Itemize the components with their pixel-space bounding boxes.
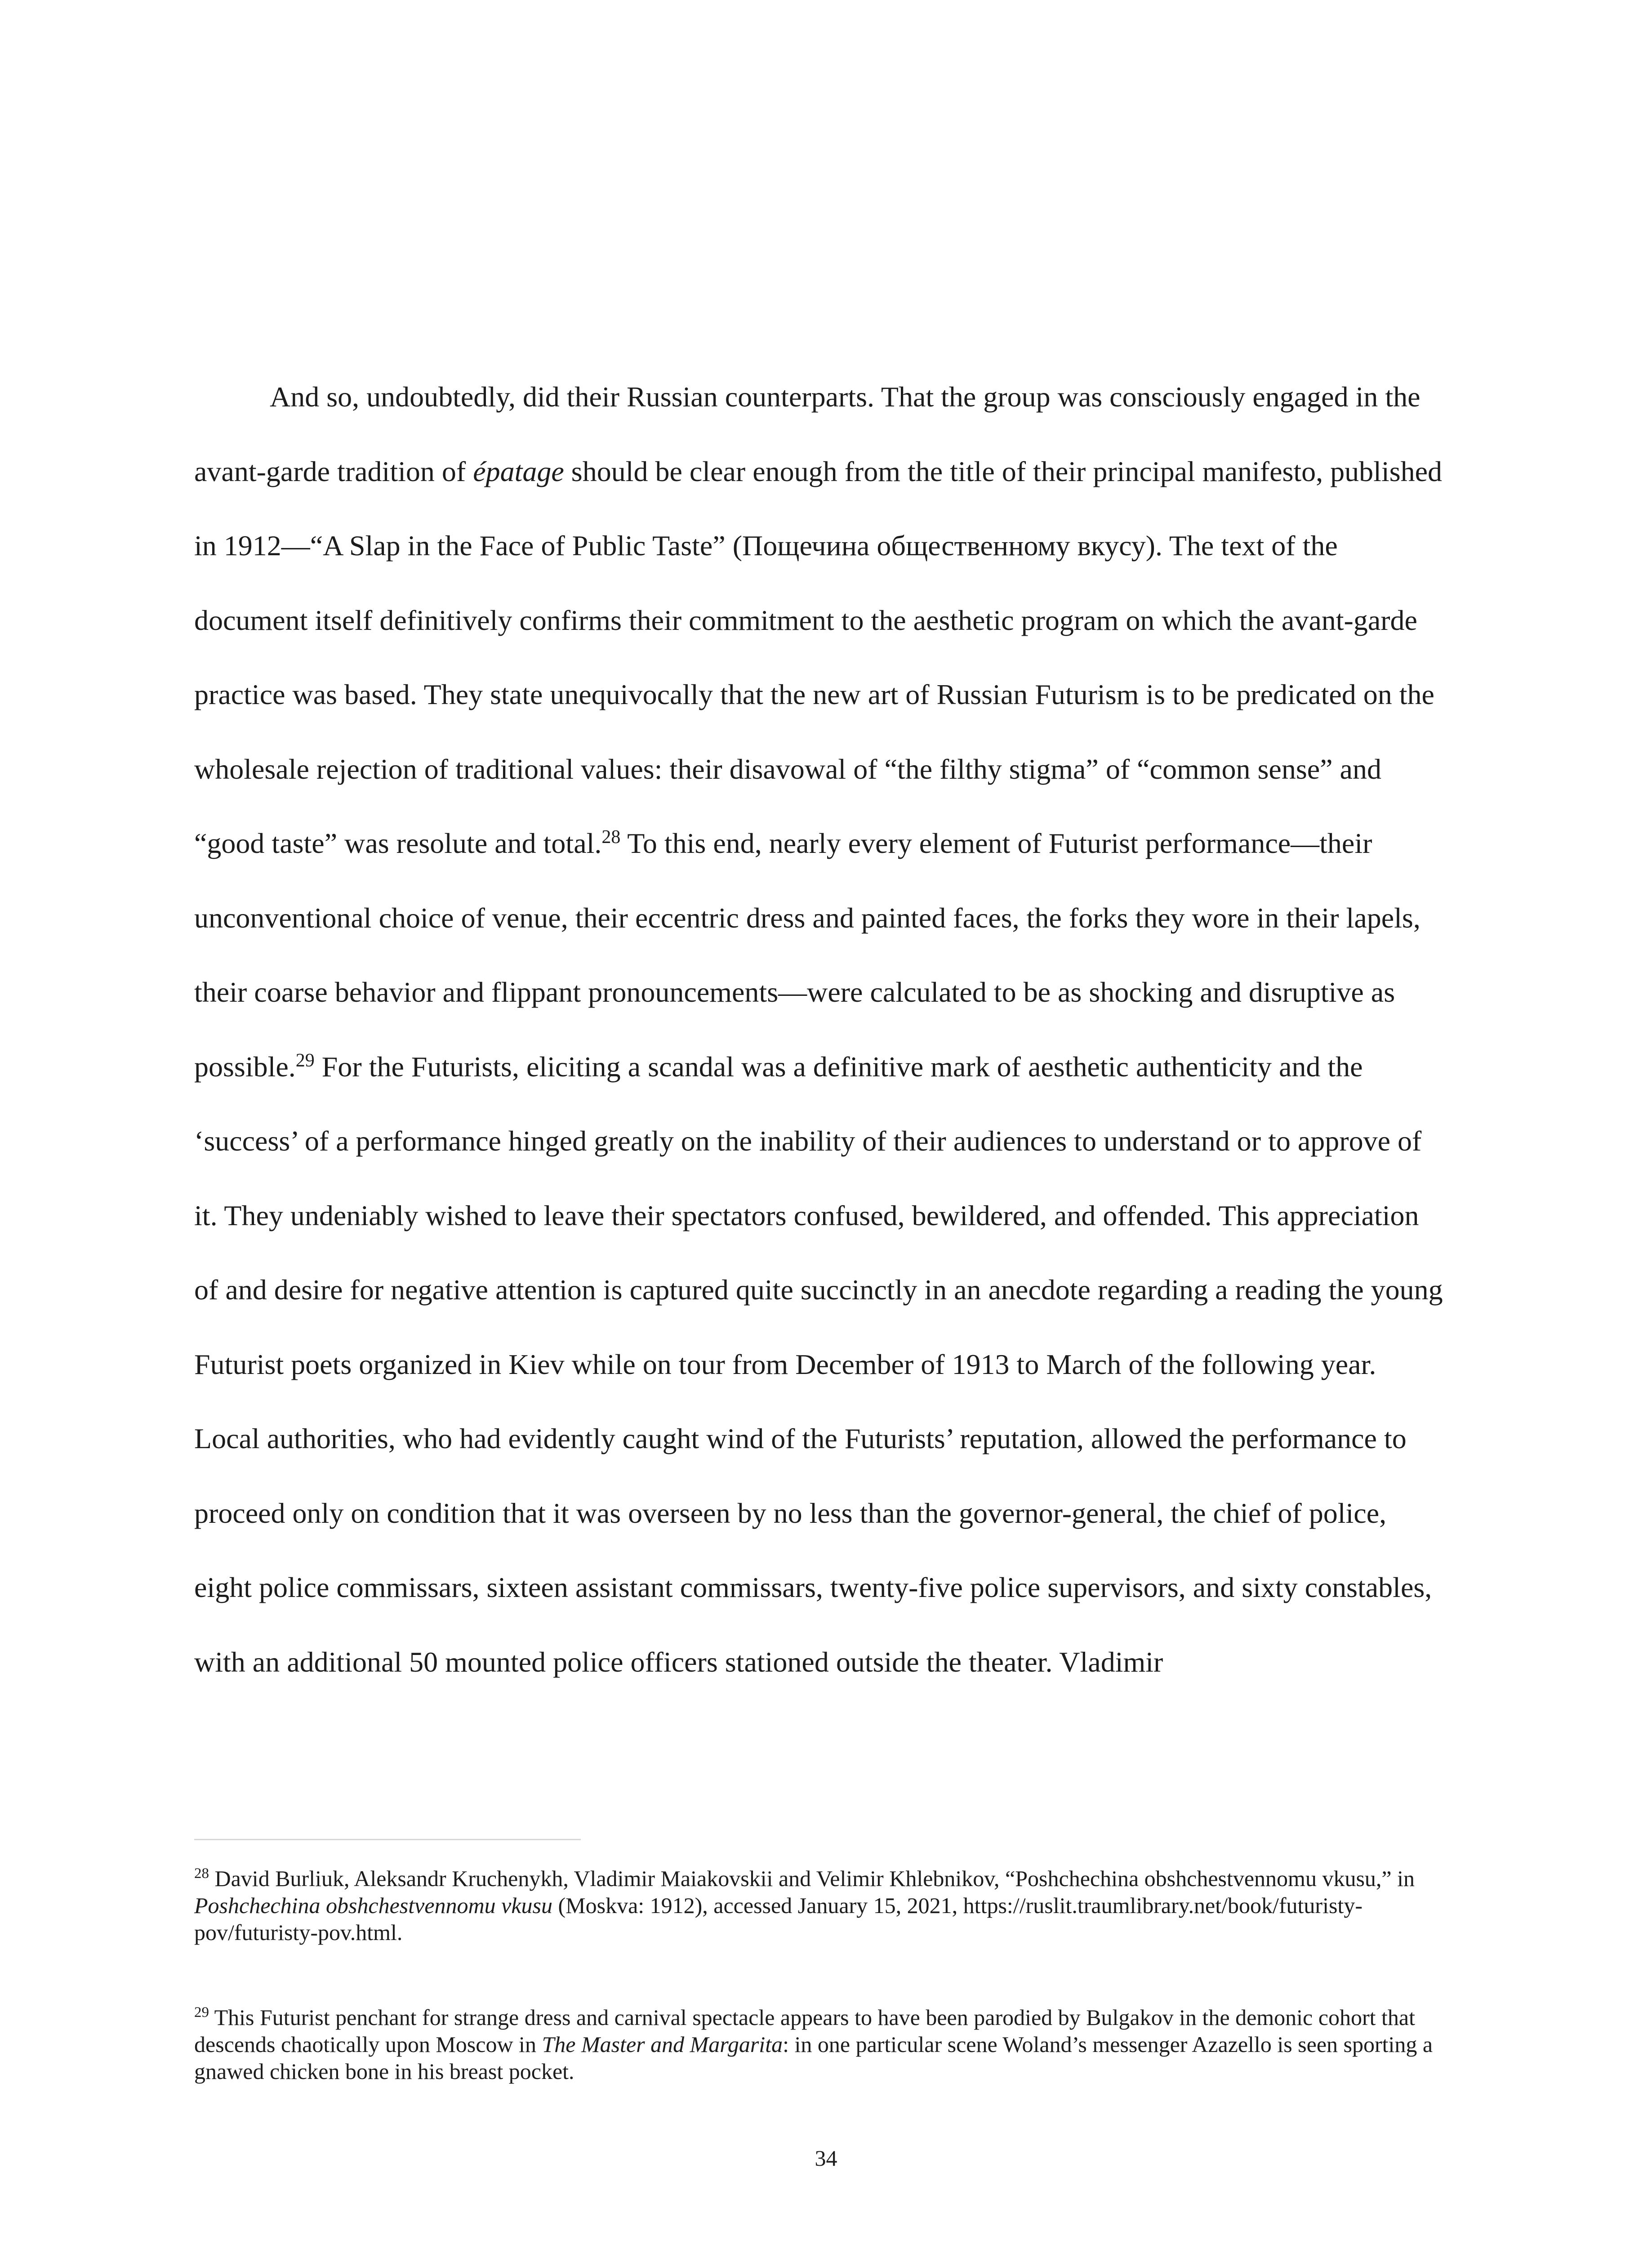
body-text-segment: should be clear enough from the title of their principal manifesto, published in 1912—“A Slap in the Face of Public Taste” (Пощечина общественному вкусу). The text of the document itself definitively confirms their commitment to the aesthetic program on which the avant-garde practice was based. They state unequivocally that the new art of Russian Futurism is to be predicated on the wholesale rejection of traditional values: their disavowal of “the filthy stigma” of “common sense” and “good taste” was resolute and total. [194, 455, 1443, 859]
footnote-number: 28 [194, 1865, 209, 1882]
footnote-reference-28[interactable]: 28 [601, 827, 621, 847]
footnote-28 [194, 1865, 1448, 1946]
footnote-reference-29[interactable]: 29 [295, 1050, 315, 1071]
body-paragraph [194, 360, 1444, 1699]
body-text-segment: To this end, nearly every element of Futurist performance—their unconventional choice of venue, their eccentric dress and painted faces, the forks they wore in their lapels, their coarse behavior and flippant pronouncements—were calculated to be as shocking and disruptive as possible. [194, 827, 1420, 1083]
footnote-text: (Moskva: 1912), accessed January 15, 2021, https://ruslit.traumlibrary.net/book/futuristy-pov/futuristy-pov.html. [194, 1893, 1363, 1945]
footnote-number: 29 [194, 2004, 209, 2021]
footnote-italic-title: The Master and Margarita [542, 2032, 783, 2057]
footnote-29 [194, 2004, 1448, 2085]
italic-term-epatage: épatage [473, 455, 564, 487]
footnote-text: : in one particular scene Woland’s messenger Azazello is seen sporting a gnawed chicken bone in his breast pocket. [194, 2032, 1433, 2084]
footnote-text: David Burliuk, Aleksandr Kruchenykh, Vladimir Maiakovskii and Velimir Khlebnikov, “Poshchechina obshchestvennomu vkusu,” in [209, 1866, 1415, 1891]
footnote-text: This Futurist penchant for strange dress and carnival spectacle appears to have been parodied by Bulgakov in the demonic cohort that descends chaotically upon Moscow in [194, 2005, 1415, 2057]
body-text-segment: And so, undoubtedly, did their Russian counterparts. That the group was consciously engaged in the avant-garde tradition of [194, 381, 1420, 487]
page-number: 34 [815, 2145, 837, 2171]
body-text-segment: For the Futurists, eliciting a scandal was a definitive mark of aesthetic authenticity and the ‘success’ of a performance hinged greatly on the inability of their audiences to understand or to approve of it. They undeniably wished to leave their spectators confused, bewildered, and offended. This appreciation of and desire for negative attention is captured quite succinctly in an anecdote regarding a reading the young Futurist poets organized in Kiev while on tour from December of 1913 to March of the following year. Local authorities, who had evidently caught wind of the Futurists’ reputation, allowed the performance to proceed only on condition that it was overseen by no less than the governor-general, the chief of police, eight police commissars, sixteen assistant commissars, twenty-five police supervisors, and sixty constables, with an additional 50 mounted police officers stationed outside the theater. Vladimir [194, 1050, 1443, 1678]
footnote-separator [194, 1839, 581, 1840]
footnote-italic-title: Poshchechina obshchestvennomu vkusu [194, 1893, 552, 1918]
